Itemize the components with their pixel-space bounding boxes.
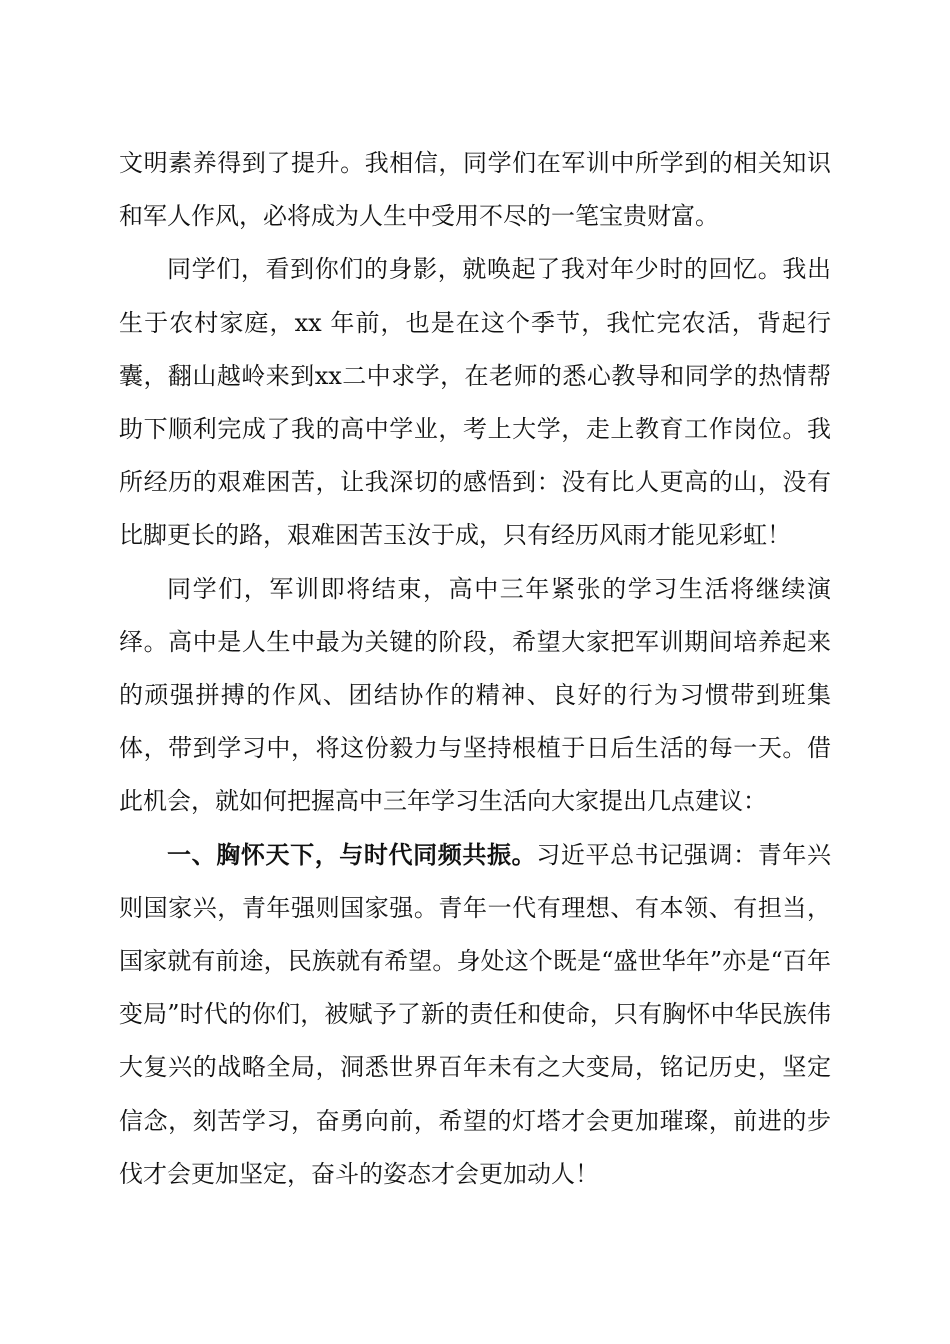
paragraph-1-text: 文明素养得到了提升。我相信，同学们在军训中所学到的相关知识和军人作风，必将成为人生中受用不尽的一笔宝贵财富。 [119, 149, 831, 231]
paragraph-2 [119, 243, 831, 562]
paragraph-4-text: 习近平总书记强调：青年兴则国家兴，青年强则国家强。青年一代有理想、有本领、有担当，国家就有前途，民族就有希望。身处这个既是“盛世华年”亦是“百年变局”时代的你们，被赋予了新的责任和使命，只有胸怀中华民族伟大复兴的战略全局，洞悉世界百年未有之大变局，铭记历史，坚定信念，刻苦学习，奋勇向前，希望的灯塔才会更加璀璨，前进的步伐才会更加坚定，奋斗的姿态才会更加动人！ [119, 840, 832, 1188]
paragraph-2-text: 同学们，看到你们的身影，就唤起了我对年少时的回忆。我出生于农村家庭，xx 年前，也是在这个季节，我忙完农活，背起行囊，翻山越岭来到xx二中求学，在老师的悉心教导和同学的热情帮助下顺利完成了我的高中学业，考上大学，走上教育工作岗位。我所经历的艰难困苦，让我深切的感悟到：没有比人更高的山，没有比脚更长的路，艰难困苦玉汝于成，只有经历风雨才能见彩虹！ [119, 255, 831, 550]
paragraph-3-text: 同学们，军训即将结束，高中三年紧张的学习生活将继续演绎。高中是人生中最为关键的阶段，希望大家把军训期间培养起来的顽强拼搏的作风、团结协作的精神、良好的行为习惯带到班集体，带到学习中，将这份毅力与坚持根植于日后生活的每一天。借此机会，就如何把握高中三年学习生活向大家提出几点建议： [119, 574, 831, 816]
paragraph-4 [119, 829, 831, 1201]
document-body [119, 137, 831, 1201]
paragraph-3 [119, 563, 831, 829]
section-heading: 一、胸怀天下，与时代同频共振。 [167, 840, 537, 869]
paragraph-1 [119, 137, 831, 243]
